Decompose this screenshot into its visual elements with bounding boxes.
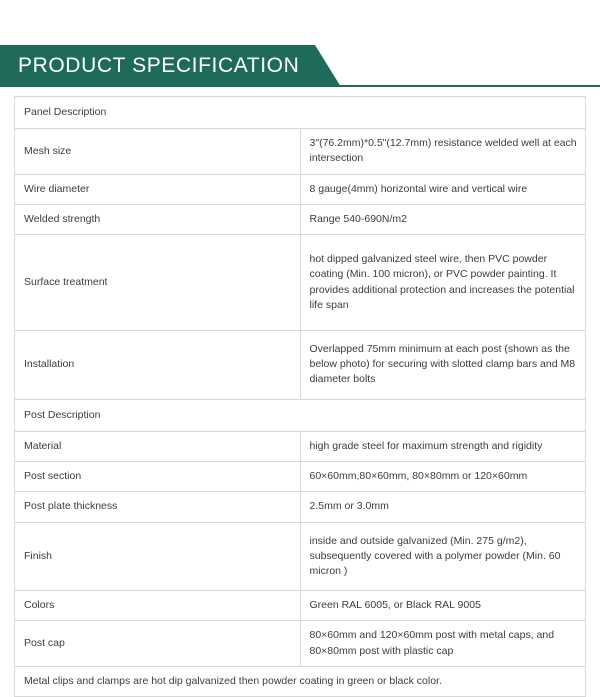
row-value-mesh-size: 3"(76.2mm)*0.5"(12.7mm) resistance welded well at each intersection [300, 129, 585, 174]
row-label-post-section: Post section [15, 462, 300, 492]
row-label-welded-strength: Welded strength [15, 204, 300, 234]
table-row [15, 666, 585, 696]
section-header-post-description: Post Description [15, 399, 585, 431]
table-row [15, 330, 585, 399]
row-label-installation: Installation [15, 330, 300, 399]
page-header [0, 45, 600, 87]
table-row [15, 129, 585, 174]
specification-table [15, 97, 585, 697]
table-row [15, 462, 585, 492]
row-label-material: Material [15, 431, 300, 461]
table-row [15, 591, 585, 621]
table-row [15, 492, 585, 522]
row-label-surface-treatment: Surface treatment [15, 235, 300, 331]
row-label-post-plate-thickness: Post plate thickness [15, 492, 300, 522]
table-row [15, 204, 585, 234]
table-row [15, 431, 585, 461]
table-row [15, 97, 585, 129]
row-value-welded-strength: Range 540-690N/m2 [300, 204, 585, 234]
table-row [15, 621, 585, 666]
row-label-finish: Finish [15, 522, 300, 591]
product-specification-page [0, 45, 600, 687]
row-label-mesh-size: Mesh size [15, 129, 300, 174]
row-value-installation: Overlapped 75mm minimum at each post (shown as the below photo) for securing with slotted clamp bars and M8 diameter bolts [300, 330, 585, 399]
row-value-surface-treatment: hot dipped galvanized steel wire, then PVC powder coating (Min. 100 micron), or PVC powder painting. It provides additional protection and increases the potential life span [300, 235, 585, 331]
table-footnote: Metal clips and clamps are hot dip galvanized then powder coating in green or black color. [15, 666, 585, 696]
row-label-post-cap: Post cap [15, 621, 300, 666]
row-value-colors: Green RAL 6005, or Black RAL 9005 [300, 591, 585, 621]
row-label-wire-diameter: Wire diameter [15, 174, 300, 204]
row-value-post-section: 60×60mm,80×60mm, 80×80mm or 120×60mm [300, 462, 585, 492]
row-label-colors: Colors [15, 591, 300, 621]
table-row [15, 235, 585, 331]
row-value-finish: inside and outside galvanized (Min. 275 g/m2), subsequently covered with a polymer powder (Min. 60 micron ) [300, 522, 585, 591]
row-value-material: high grade steel for maximum strength and rigidity [300, 431, 585, 461]
row-value-post-cap: 80×60mm and 120×60mm post with metal caps, and 80×80mm post with plastic cap [300, 621, 585, 666]
specification-table-body [15, 97, 585, 697]
table-row [15, 522, 585, 591]
specification-table-container [14, 96, 586, 697]
table-row [15, 399, 585, 431]
page-title: PRODUCT SPECIFICATION [18, 54, 300, 77]
row-value-wire-diameter: 8 gauge(4mm) horizontal wire and vertical wire [300, 174, 585, 204]
table-row [15, 174, 585, 204]
row-value-post-plate-thickness: 2.5mm or 3.0mm [300, 492, 585, 522]
section-header-panel-description: Panel Description [15, 97, 585, 129]
